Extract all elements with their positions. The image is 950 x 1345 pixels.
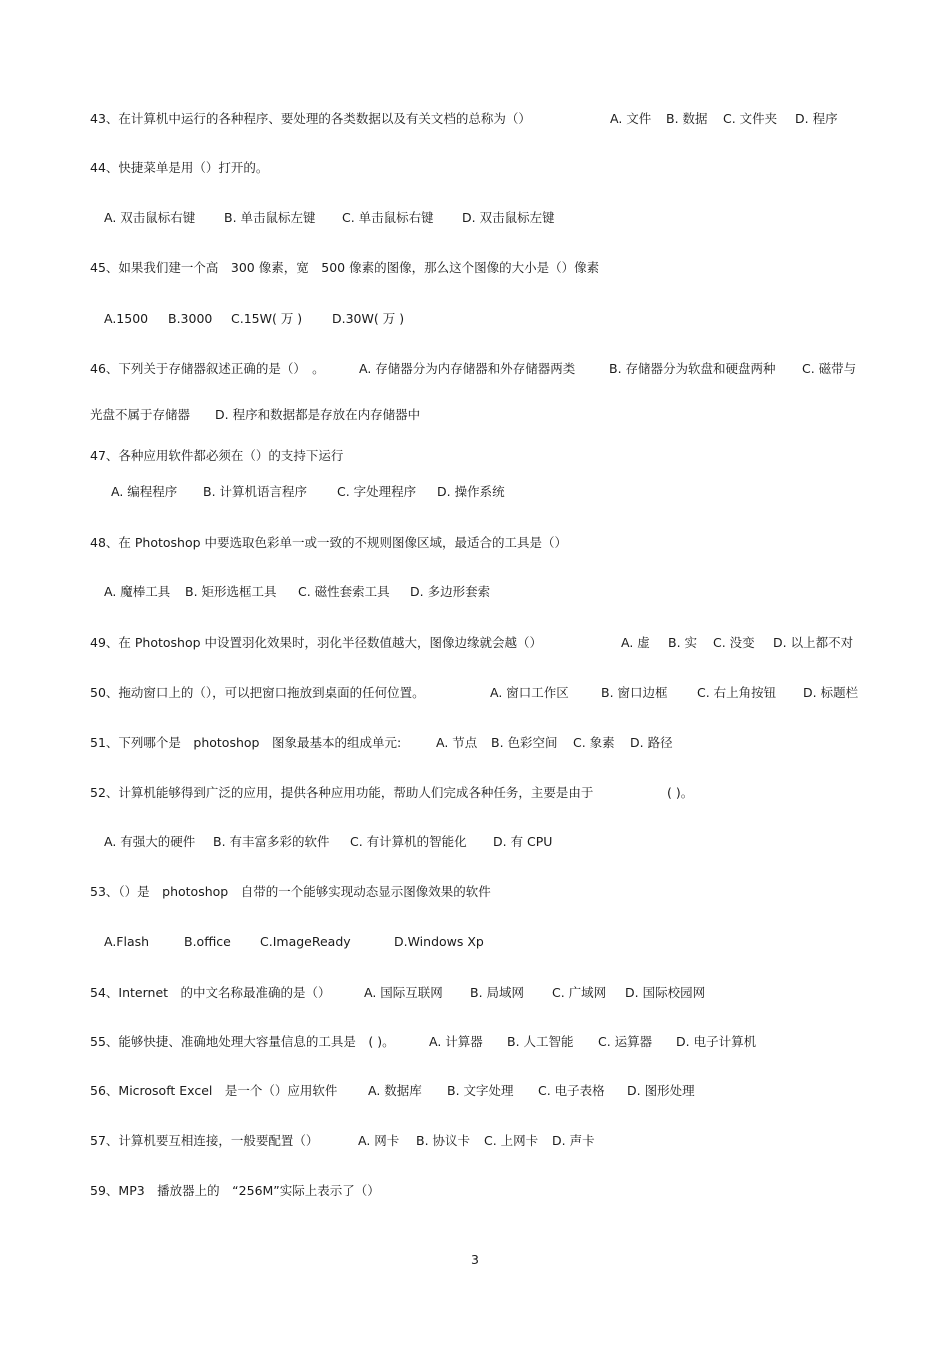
q53-option-c: C.ImageReady <box>260 934 351 949</box>
q50-option-d: D. 标题栏 <box>803 685 859 700</box>
q57-option-c: C. 上网卡 <box>484 1133 539 1148</box>
question-45: 45、如果我们建一个高 300 像素，宽 500 像素的图像，那么这个图像的大小是（）像素 <box>90 260 600 275</box>
q51-option-d: D. 路径 <box>630 735 673 750</box>
q57-option-d: D. 声卡 <box>552 1133 595 1148</box>
q54-option-d: D. 国际校园网 <box>625 985 706 1000</box>
q52-option-c: C. 有计算机的智能化 <box>350 834 467 849</box>
question-52: 52、计算机能够得到广泛的应用，提供各种应用功能，帮助人们完成各种任务，主要是由于 <box>90 785 594 800</box>
q57-option-b: B. 协议卡 <box>416 1133 471 1148</box>
q48-option-a: A. 魔棒工具 <box>104 584 171 599</box>
question-43: 43、在计算机中运行的各种程序、要处理的各类数据以及有关文档的总称为（） <box>90 111 531 126</box>
q45-option-b: B.3000 <box>168 311 213 326</box>
question-46: 46、下列关于存储器叙述正确的是（） 。 <box>90 361 325 376</box>
q47-option-b: B. 计算机语言程序 <box>203 484 308 499</box>
q45-option-d: D.30W( 万 ) <box>332 311 405 326</box>
question-44: 44、快捷菜单是用（）打开的。 <box>90 160 269 175</box>
question-50: 50、拖动窗口上的（），可以把窗口拖放到桌面的任何位置。 <box>90 685 425 700</box>
q43-option-a: A. 文件 <box>610 111 652 126</box>
q52-option-d: D. 有 CPU <box>493 834 553 849</box>
q44-option-a: A. 双击鼠标右键 <box>104 210 196 225</box>
q55-option-d: D. 电子计算机 <box>676 1034 757 1049</box>
q53-option-a: A.Flash <box>104 934 150 949</box>
q48-option-c: C. 磁性套索工具 <box>298 584 390 599</box>
q45-option-a: A.1500 <box>104 311 149 326</box>
q44-option-d: D. 双击鼠标左键 <box>462 210 555 225</box>
q48-option-d: D. 多边形套索 <box>410 584 491 599</box>
q56-option-b: B. 文字处理 <box>447 1083 514 1098</box>
q50-option-a: A. 窗口工作区 <box>490 685 569 700</box>
q51-option-a: A. 节点 <box>436 735 478 750</box>
q49-option-a: A. 虚 <box>621 635 650 650</box>
q57-option-a: A. 网卡 <box>358 1133 400 1148</box>
question-51: 51、下列哪个是 photoshop 图象最基本的组成单元: <box>90 735 402 750</box>
q52-option-b: B. 有丰富多彩的软件 <box>213 834 330 849</box>
q56-option-c: C. 电子表格 <box>538 1083 605 1098</box>
q43-option-c: C. 文件夹 <box>723 111 778 126</box>
q49-option-c: C. 没变 <box>713 635 755 650</box>
q46-continuation: 光盘不属于存储器 D. 程序和数据都是存放在内存储器中 <box>90 407 421 422</box>
q53-option-b: B.office <box>184 934 231 949</box>
q47-option-a: A. 编程程序 <box>111 484 178 499</box>
q52-blank: ( )。 <box>667 785 694 800</box>
q45-option-c: C.15W( 万 ) <box>231 311 303 326</box>
q49-option-d: D. 以上都不对 <box>773 635 854 650</box>
q50-option-c: C. 右上角按钮 <box>697 685 777 700</box>
q47-option-c: C. 字处理程序 <box>337 484 417 499</box>
q55-option-a: A. 计算器 <box>429 1034 483 1049</box>
question-59: 59、MP3 播放器上的 “256M”实际上表示了（） <box>90 1183 380 1198</box>
q53-option-d: D.Windows Xp <box>394 934 484 949</box>
q51-option-b: B. 色彩空间 <box>491 735 558 750</box>
q49-option-b: B. 实 <box>668 635 698 650</box>
question-49: 49、在 Photoshop 中设置羽化效果时，羽化半径数值越大，图像边缘就会越（） <box>90 635 543 650</box>
q46-option-b: B. 存储器分为软盘和硬盘两种 <box>609 361 776 376</box>
q50-option-b: B. 窗口边框 <box>601 685 668 700</box>
question-54: 54、Internet 的中文名称最准确的是（） <box>90 985 331 1000</box>
question-47: 47、各种应用软件都必须在（）的支持下运行 <box>90 448 344 463</box>
page-number: 3 <box>471 1252 479 1267</box>
question-56: 56、Microsoft Excel 是一个（）应用软件 <box>90 1083 338 1098</box>
q44-option-b: B. 单击鼠标左键 <box>224 210 316 225</box>
q54-option-a: A. 国际互联网 <box>364 985 443 1000</box>
q55-option-b: B. 人工智能 <box>507 1034 574 1049</box>
question-57: 57、计算机要互相连接，一般要配置（） <box>90 1133 319 1148</box>
q56-option-a: A. 数据库 <box>368 1083 422 1098</box>
q54-option-b: B. 局域网 <box>470 985 525 1000</box>
q56-option-d: D. 图形处理 <box>627 1083 695 1098</box>
question-55: 55、能够快捷、准确地处理大容量信息的工具是 ( )。 <box>90 1034 395 1049</box>
q51-option-c: C. 象素 <box>573 735 615 750</box>
q44-option-c: C. 单击鼠标右键 <box>342 210 434 225</box>
q47-option-d: D. 操作系统 <box>437 484 505 499</box>
q55-option-c: C. 运算器 <box>598 1034 653 1049</box>
q43-option-b: B. 数据 <box>666 111 708 126</box>
question-48: 48、在 Photoshop 中要选取色彩单一或一致的不规则图像区域，最适合的工具是（） <box>90 535 568 550</box>
q46-option-c: C. 磁带与 <box>802 361 857 376</box>
q46-option-a: A. 存储器分为内存储器和外存储器两类 <box>359 361 576 376</box>
q43-option-d: D. 程序 <box>795 111 838 126</box>
q54-option-c: C. 广域网 <box>552 985 607 1000</box>
q48-option-b: B. 矩形选框工具 <box>185 584 277 599</box>
question-53: 53、（）是 photoshop 自带的一个能够实现动态显示图像效果的软件 <box>90 884 491 899</box>
q52-option-a: A. 有强大的硬件 <box>104 834 196 849</box>
